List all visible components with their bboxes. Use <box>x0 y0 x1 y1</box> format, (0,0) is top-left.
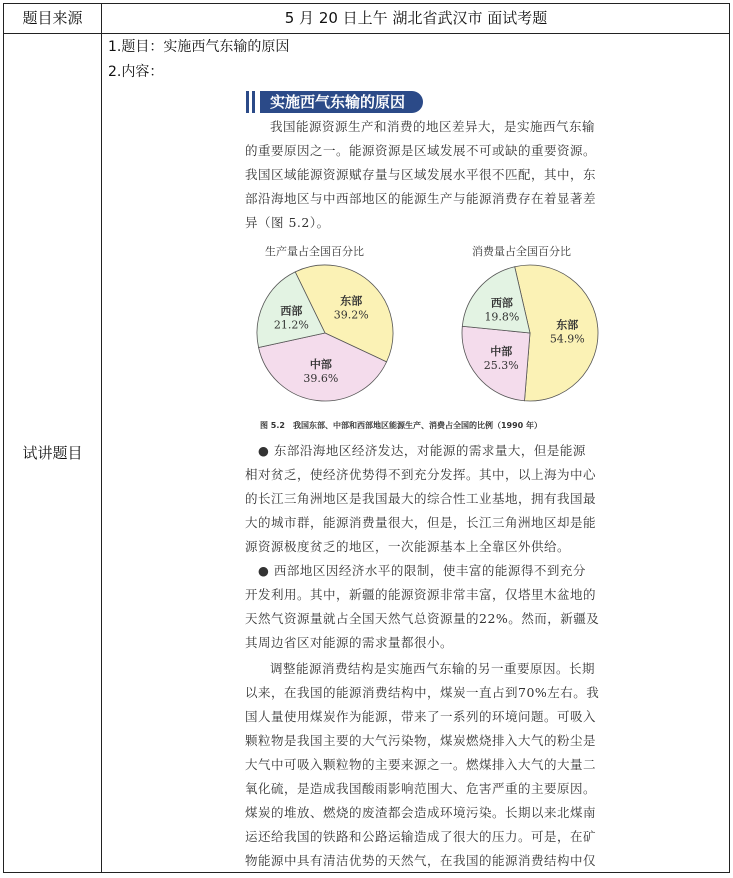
pie-value-label: 54.9% <box>549 332 585 346</box>
pie-label: 东部 <box>556 318 579 332</box>
pie-value-label: 39.2% <box>333 308 369 322</box>
bullet-line: 源资源极度贫乏的地区，一次能源基本上全靠区外供给。 <box>245 539 571 554</box>
pie-value-label: 21.2% <box>273 318 309 332</box>
pie-charts <box>240 255 618 425</box>
intro-line: 的重要原因之一。能源资源是区域发展不可或缺的重要资源。 <box>245 143 597 158</box>
pie-value-label: 19.8% <box>484 310 520 324</box>
bullet-line: 大的城市群，能源消费量很大，但是，长江三角洲地区却是能 <box>245 515 597 530</box>
pie-label: 东部 <box>340 294 363 308</box>
bullet-line: 的长江三角洲地区是我国最大的综合性工业基地，拥有我国最 <box>245 491 597 506</box>
textbook-excerpt <box>240 85 618 870</box>
pie-title-production: 生产量占全国百分比 <box>265 245 364 258</box>
source-value: 5 月 20 日上午 湖北省武汉市 面试考题 <box>284 9 548 27</box>
bullet-line: ● 西部地区因经济水平的限制，使丰富的能源得不到充分 <box>258 563 586 578</box>
pie-title-consumption: 消费量占全国百分比 <box>472 245 571 258</box>
bullet-line: 其周边省区对能源的需求量都很小。 <box>245 635 454 650</box>
bullet-line: 相对贫乏，使经济优势得不到充分发挥。其中，以上海为中心 <box>245 467 597 482</box>
topic-line: 1.题目：实施西气东输的原因 <box>108 39 290 55</box>
bullet-line: ● 东部沿海地区经济发达，对能源的需求量大，但是能源 <box>258 443 586 458</box>
content-line: 2.内容： <box>108 64 164 80</box>
bullet-line: 开发利用。其中，新疆的能源资源非常丰富，仅塔里木盆地的 <box>245 587 597 602</box>
paragraph-line: 煤炭的堆放、燃烧的废渣都会造成环境污染。长期以来北煤南 <box>245 805 597 820</box>
source-label: 题目来源 <box>22 9 83 27</box>
table-divider-vertical <box>101 4 102 872</box>
pie-label: 中部 <box>309 358 332 372</box>
paragraph-line: 国人量使用煤炭作为能源，带来了一系列的环境问题。可吸入 <box>245 709 597 724</box>
section-bar <box>246 91 249 113</box>
table-divider-horizontal <box>4 33 729 34</box>
pie-value-label: 39.6% <box>303 372 339 386</box>
paragraph-line: 调整能源消费结构是实施西气东输的另一重要原因。长期 <box>270 661 596 676</box>
section-title: 实施西气东输的原因 <box>260 91 423 113</box>
paragraph-line: 大气中可吸入颗粒物的主要来源之一。燃煤排入大气的大量二 <box>245 757 597 772</box>
figure-caption: 图 5.2 我国东部、中部和西部地区能源生产、消费占全国的比例（1990 年） <box>260 421 543 430</box>
section-bar <box>252 91 255 113</box>
pie-label: 西部 <box>280 304 303 318</box>
paragraph-line: 物能源中具有清洁优势的天然气，在我国的能源消费结构中仅 <box>245 853 597 868</box>
pie-label: 西部 <box>490 296 513 310</box>
paragraph-line: 颗粒物是我国主要的大气污染物，煤炭燃烧排入大气的粉尘是 <box>245 733 597 748</box>
paragraph-line: 氧化硫，是造成我国酸雨影响范围大、危害严重的主要原因。 <box>245 781 597 796</box>
paragraph-line: 运还给我国的铁路和公路运输造成了很大的压力。可是，在矿 <box>245 829 597 844</box>
intro-line: 我国区域能源资源赋存量与区域发展水平很不匹配，其中，东 <box>245 167 597 182</box>
paragraph-line: 以来，在我国的能源消费结构中，煤炭一直占到70%左右。我 <box>245 685 600 700</box>
pie-value-label: 25.3% <box>483 358 519 372</box>
topic-label: 试讲题目 <box>22 444 83 462</box>
bullet-line: 天然气资源量就占全国天然气总资源量的22%。然而，新疆及 <box>245 611 600 626</box>
intro-line: 部沿海地区与中西部地区的能源生产与能源消费存在着显著差 <box>245 191 597 206</box>
intro-line: 异（图 5.2）。 <box>245 215 330 230</box>
intro-line: 我国能源资源生产和消费的地区差异大，是实施西气东输 <box>270 119 596 134</box>
pie-label: 中部 <box>490 344 513 358</box>
